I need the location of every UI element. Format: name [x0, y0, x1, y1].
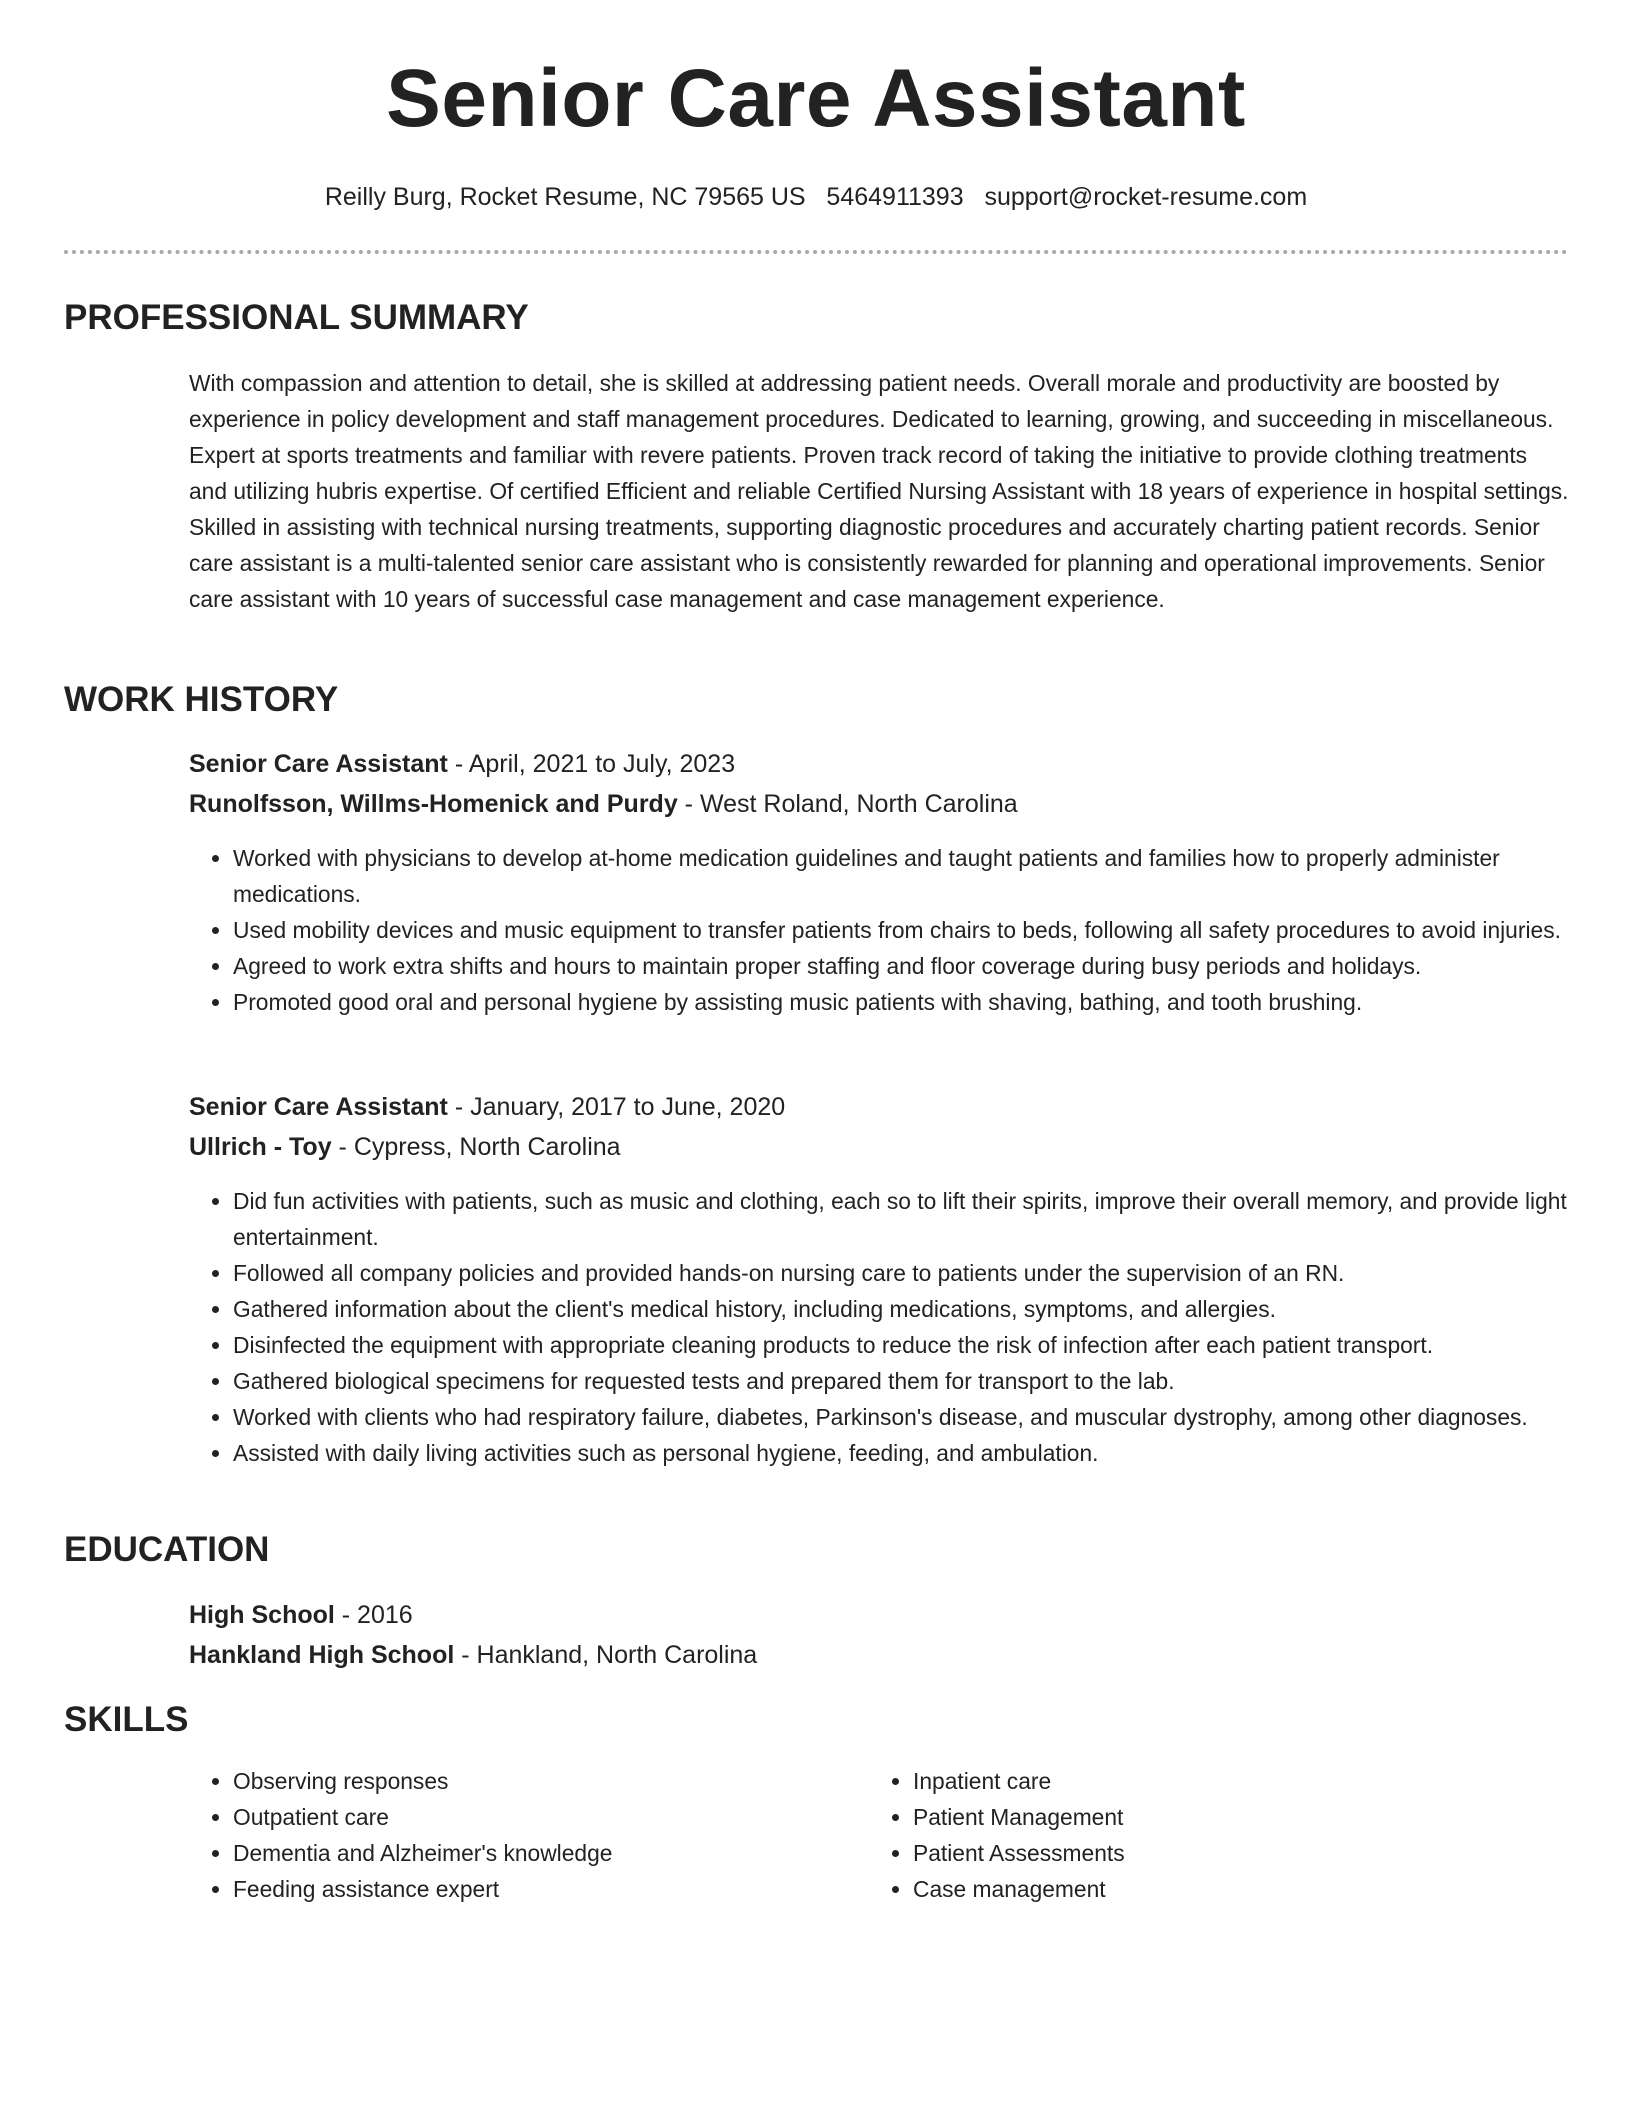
- education-location: - Hankland, North Carolina: [454, 1641, 758, 1669]
- skills-list-left: [189, 1763, 833, 1907]
- job-1-company-line: [189, 790, 1018, 819]
- skills-heading: SKILLS: [64, 1700, 189, 1739]
- job-1-bullet-4: • Promoted good oral and personal hygiene by assisting music patients with shaving, bathing, and tooth brushing.: [233, 984, 1613, 1020]
- job-2-company-line: [189, 1133, 621, 1162]
- resume-name: Senior Care Assistant: [386, 53, 1246, 144]
- education-degree: High School: [189, 1601, 335, 1629]
- job-2-dates: - January, 2017 to June, 2020: [447, 1093, 786, 1121]
- job-1-company: Runolfsson, Willms-Homenick and Purdy: [189, 790, 678, 818]
- skill-item: • Feeding assistance expert: [233, 1871, 833, 1907]
- job-2-bullet-1: • Did fun activities with patients, such as music and clothing, each so to lift their spirits, improve their overall memory, and provide light entertainment.: [233, 1183, 1613, 1255]
- job-2-bullet-2: • Followed all company policies and provided hands-on nursing care to patients under the supervision of an RN.: [233, 1255, 1613, 1291]
- education-year: - 2016: [334, 1601, 413, 1629]
- education-school-line: [189, 1641, 757, 1670]
- job-2-bullet-7: • Assisted with daily living activities such as personal hygiene, feeding, and ambulation.: [233, 1435, 1613, 1471]
- job-2-bullet-5: • Gathered biological specimens for requested tests and prepared them for transport to the lab.: [233, 1363, 1613, 1399]
- skill-item: • Observing responses: [233, 1763, 833, 1799]
- contact-phone: 5464911393: [826, 183, 964, 211]
- job-1-location: - West Roland, North Carolina: [677, 790, 1018, 818]
- skill-item: • Inpatient care: [913, 1763, 1513, 1799]
- job-2-title-line: [189, 1093, 785, 1122]
- skill-item: • Patient Management: [913, 1799, 1513, 1835]
- contact-address: Reilly Burg, Rocket Resume, NC 79565 US: [324, 183, 806, 211]
- job-2-location: - Cypress, North Carolina: [331, 1133, 621, 1161]
- job-2-bullet-3: • Gathered information about the client's medical history, including medications, symptoms, and allergies.: [233, 1291, 1613, 1327]
- job-1-dates: - April, 2021 to July, 2023: [447, 750, 736, 778]
- header-divider: [64, 250, 1568, 254]
- skill-item: • Patient Assessments: [913, 1835, 1513, 1871]
- job-2-bullet-6: • Worked with clients who had respiratory failure, diabetes, Parkinson's disease, and muscular dystrophy, among other diagnoses.: [233, 1399, 1613, 1435]
- skill-item: • Case management: [913, 1871, 1513, 1907]
- job-1-bullet-3: • Agreed to work extra shifts and hours to maintain proper staffing and floor coverage during busy periods and holidays.: [233, 948, 1613, 984]
- education-school: Hankland High School: [189, 1641, 455, 1669]
- skill-item: • Outpatient care: [233, 1799, 833, 1835]
- job-1-role: Senior Care Assistant: [189, 750, 448, 778]
- job-1-bullets: [189, 840, 1613, 1020]
- job-1-title-line: [189, 750, 735, 779]
- skills-list-right: [869, 1763, 1513, 1907]
- job-2-bullets: [189, 1183, 1613, 1471]
- skill-item: • Dementia and Alzheimer's knowledge: [233, 1835, 833, 1871]
- contact-email: support@rocket-resume.com: [984, 183, 1308, 211]
- job-2-role: Senior Care Assistant: [189, 1093, 448, 1121]
- work-heading: WORK HISTORY: [64, 680, 339, 719]
- education-degree-line: [189, 1601, 413, 1630]
- education-heading: EDUCATION: [64, 1530, 270, 1569]
- job-1-bullet-1: • Worked with physicians to develop at-home medication guidelines and taught patients and families how to properly administer medications.: [233, 840, 1613, 912]
- summary-heading: PROFESSIONAL SUMMARY: [64, 298, 529, 337]
- job-1-bullet-2: • Used mobility devices and music equipment to transfer patients from chairs to beds, following all safety procedures to avoid injuries.: [233, 912, 1613, 948]
- summary-text: With compassion and attention to detail, she is skilled at addressing patient needs. Overall morale and productivity are boosted by experience in policy development and staff management procedures. Dedicated to learning, growing, and succeeding in miscellaneous. Expert at sports treatments and familiar with revere patients. Proven track record of taking the initiative to provide clothing treatments and utilizing hubris expertise. Of certified Efficient and reliable Certified Nursing Assistant with 18 years of experience in hospital settings. Skilled in assisting with technical nursing treatments, supporting diagnostic procedures and accurately charting patient records. Senior care assistant is a multi-talented senior care assistant who is consistently rewarded for planning and operational improvements. Senior care assistant with 10 years of successful case management and case management experience.: [189, 370, 1569, 612]
- job-2-company: Ullrich - Toy: [189, 1133, 332, 1161]
- job-2-bullet-4: • Disinfected the equipment with appropriate cleaning products to reduce the risk of infection after each patient transport.: [233, 1327, 1613, 1363]
- contact-line: [0, 183, 1632, 212]
